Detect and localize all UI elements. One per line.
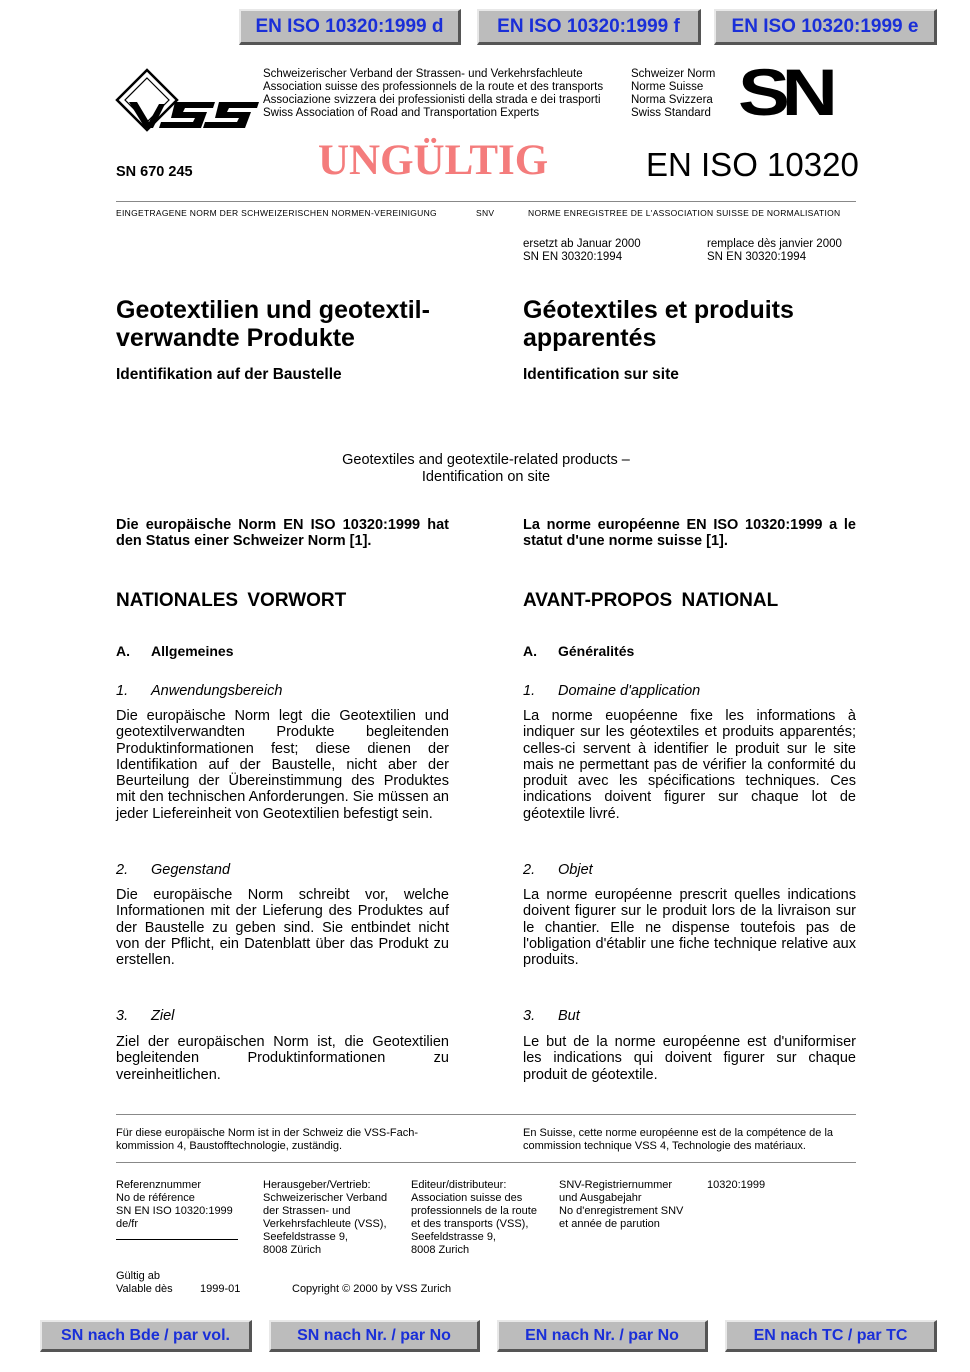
commission-de-line-2: kommission 4, Baustofftechnologie, zuständig. (116, 1140, 343, 1152)
registered-de: EINGETRAGENE NORM DER SCHWEIZERISCHEN NORMEN-VEREINIGUNG (116, 208, 437, 218)
item-1-num-fr: 1. (523, 683, 536, 699)
association-en: Swiss Association of Road and Transportation Experts (263, 107, 540, 119)
title-fr-line-2: apparentés (523, 324, 657, 352)
replaced-fr (707, 238, 842, 264)
norm-de: Schweizer Norm (631, 68, 716, 80)
valid-date: 1999-01 (200, 1283, 241, 1295)
norm-en: Swiss Standard (631, 107, 711, 119)
snv-reg-line-3: No d'enregistrement SNV (559, 1205, 684, 1217)
item-1-text-fr: La norme euopéenne fixe les informations à indiquer sur les géotextiles et produits apparentés; celles-ci servent à identifier le produit sur le site mais ne permettant pas de vérifier la conformité du produit avec les spécifications techniques. Ces indications doivent figurer sur chaque lot de géotextile livré. (523, 708, 856, 822)
ref-label-de: Referenznummer (116, 1179, 201, 1191)
item-3-num-fr: 3. (523, 1008, 536, 1024)
title-de-line-1: Geotextilien und geotextil- (116, 296, 430, 324)
status-de: Die europäische Norm EN ISO 10320:1999 hat den Status einer Schweizer Norm [1]. (116, 517, 449, 550)
publisher-fr-line-2: Association suisse des (411, 1192, 523, 1204)
snv-reg-line-2: und Ausgabejahr (559, 1192, 642, 1204)
subsection-a-fr-title: Généralités (558, 643, 635, 659)
valid-label-de: Gültig ab (116, 1270, 161, 1282)
item-2-title-fr: Objet (558, 862, 593, 878)
norm-fr: Norme Suisse (631, 81, 704, 93)
item-3-num-de: 3. (116, 1008, 129, 1024)
subsection-a-de-num: A. (116, 643, 130, 659)
title-en (236, 452, 736, 485)
item-2-title-de: Gegenstand (151, 862, 231, 878)
nav-en-by-number-button[interactable]: EN nach Nr. / par No (497, 1320, 708, 1352)
commission-fr (523, 1127, 833, 1153)
nav-en-iso-e-button[interactable]: EN ISO 10320:1999 e (714, 9, 937, 45)
sn-logo: SN (738, 55, 830, 129)
commission-de (116, 1127, 418, 1153)
association-it: Associazione svizzera dei professionisti della strada e dei trasporti (263, 94, 601, 106)
association-block (263, 68, 603, 120)
item-2-heading-fr (523, 862, 593, 878)
publisher-fr-line-4: et des transports (VSS), (411, 1218, 529, 1230)
commission-fr-line-2: commission technique VSS 4, Technologie des matériaux. (523, 1140, 806, 1152)
norm-type-block (631, 68, 715, 120)
publisher-fr-line-3: professionnels de la route (411, 1205, 537, 1217)
replaced-de (523, 238, 641, 264)
item-3-title-fr: But (558, 1008, 580, 1024)
section-title-de: NATIONALES VORWORT (116, 590, 347, 611)
title-fr (523, 296, 794, 352)
nav-sn-by-volume-button[interactable]: SN nach Bde / par vol. (40, 1320, 252, 1352)
replaced-fr-label: remplace dès janvier 2000 (707, 238, 842, 250)
replaced-de-label: ersetzt ab Januar 2000 (523, 238, 641, 250)
item-1-title-de: Anwendungsbereich (151, 683, 283, 699)
subtitle-fr: Identification sur site (523, 366, 679, 383)
publisher-fr (411, 1179, 537, 1257)
title-de (116, 296, 430, 352)
subsection-a-de (116, 643, 233, 659)
commission-fr-line-1: En Suisse, cette norme européenne est de la compétence de la (523, 1127, 834, 1139)
title-fr-line-1: Géotextiles et produits (523, 296, 794, 324)
subsection-a-fr-num: A. (523, 643, 537, 659)
snv-registration (559, 1179, 683, 1231)
subtitle-de: Identifikation auf der Baustelle (116, 366, 342, 383)
valid-from (116, 1270, 173, 1296)
replaced-de-value: SN EN 30320:1994 (523, 251, 623, 263)
commission-de-line-1: Für diese europäische Norm ist in der Schweiz die VSS-Fach- (116, 1127, 419, 1139)
publisher-de-line-1: Herausgeber/Vertrieb: (263, 1179, 371, 1191)
replaced-fr-value: SN EN 30320:1994 (707, 251, 807, 263)
reference-number (116, 1179, 233, 1231)
publisher-de-line-2: Schweizerischer Verband (263, 1192, 388, 1204)
sn-number: SN 670 245 (116, 164, 193, 180)
status-fr: La norme européenne EN ISO 10320:1999 a le statut d'une norme suisse [1]. (523, 517, 856, 550)
item-1-heading-fr (523, 683, 700, 699)
snv-label: SNV (476, 208, 495, 218)
snv-reg-line-1: SNV-Registriernummer (559, 1179, 673, 1191)
ref-value: SN EN ISO 10320:1999 (116, 1205, 233, 1217)
item-2-text-fr: La norme européenne prescrit quelles indications doivent figurer sur le produit lors de la livraison sur le chantier. Elle ne dispense toutefois pas de l'obligation d'établir une fiche technique relative aux produits. (523, 887, 856, 969)
registered-fr: NORME ENREGISTREE DE L'ASSOCIATION SUISSE DE NORMALISATION (528, 208, 841, 218)
item-2-text-de: Die europäische Norm schreibt vor, welche Informationen mit der Lieferung des Produktes auf der Baustelle zu geben sind. Sie entbindet nicht von der Pflicht, ein Datenblatt über das Produkt zu erstellen. (116, 887, 449, 969)
item-1-text-de: Die europäische Norm legt die Geotextilien und geotextilverwandten Produkte begleitenden Produktinformationen fest; diese dienen der Identifikation auf der Baustelle, nicht aber der Beurteilung der Übereinstimmung des Produktes mit den technischen Anforderungen. Sie müssen an jeder Liefereinheit von Geotextilien befestigt sein. (116, 708, 449, 822)
en-iso-number: EN ISO 10320 (646, 146, 859, 183)
item-1-num-de: 1. (116, 683, 129, 699)
subsection-a-fr (523, 643, 634, 659)
publisher-de-line-6: 8008 Zürich (263, 1244, 322, 1256)
publisher-de (263, 1179, 387, 1257)
ref-lang: de/fr (116, 1218, 139, 1230)
item-3-heading-de (116, 1008, 174, 1024)
publisher-de-line-5: Seefeldstrasse 9, (263, 1231, 348, 1243)
ref-label-fr: No de référence (116, 1192, 195, 1204)
norm-it: Norma Svizzera (631, 94, 713, 106)
association-de: Schweizerischer Verband der Strassen- und Verkehrsfachleute (263, 68, 583, 80)
publisher-de-line-3: der Strassen- und (263, 1205, 351, 1217)
publisher-fr-line-6: 8008 Zurich (411, 1244, 470, 1256)
item-2-num-fr: 2. (523, 862, 536, 878)
subsection-a-de-title: Allgemeines (151, 643, 234, 659)
valid-label-fr: Valable dès (116, 1283, 173, 1295)
item-3-title-de: Ziel (151, 1008, 175, 1024)
title-en-line-2: Identification on site (421, 468, 551, 485)
nav-sn-by-number-button[interactable]: SN nach Nr. / par No (269, 1320, 480, 1352)
section-title-fr: AVANT-PROPOS NATIONAL (523, 590, 779, 611)
snv-registration-value: 10320:1999 (707, 1179, 766, 1191)
item-2-num-de: 2. (116, 862, 129, 878)
item-3-text-fr: Le but de la norme européenne est d'uniformiser les indications qui doivent figurer sur chaque produit de géotextile. (523, 1034, 856, 1083)
title-en-line-1: Geotextiles and geotextile-related products – (342, 452, 630, 468)
copyright: Copyright © 2000 by VSS Zurich (292, 1283, 452, 1295)
vss-logo (115, 68, 260, 134)
item-3-heading-fr (523, 1008, 580, 1024)
snv-reg-line-4: et année de parution (559, 1218, 660, 1230)
invalid-stamp: UNGÜLTIG (318, 137, 549, 184)
publisher-fr-line-1: Editeur/distributeur: (411, 1179, 507, 1191)
item-2-heading-de (116, 862, 230, 878)
nav-en-iso-d-button[interactable]: EN ISO 10320:1999 d (239, 9, 461, 45)
item-3-text-de: Ziel der europäischen Norm ist, die Geotextilien begleitenden Produktinformationen zu vereinheitlichen. (116, 1034, 449, 1083)
publisher-de-line-4: Verkehrsfachleute (VSS), (263, 1218, 387, 1230)
nav-en-iso-f-button[interactable]: EN ISO 10320:1999 f (477, 9, 701, 45)
publisher-fr-line-5: Seefeldstrasse 9, (411, 1231, 496, 1243)
item-1-title-fr: Domaine d'application (558, 683, 701, 699)
item-1-heading-de (116, 683, 282, 699)
title-de-line-2: verwandte Produkte (116, 324, 355, 352)
nav-en-by-tc-button[interactable]: EN nach TC / par TC (725, 1320, 937, 1352)
association-fr: Association suisse des professionnels de la route et des transports (263, 81, 604, 93)
